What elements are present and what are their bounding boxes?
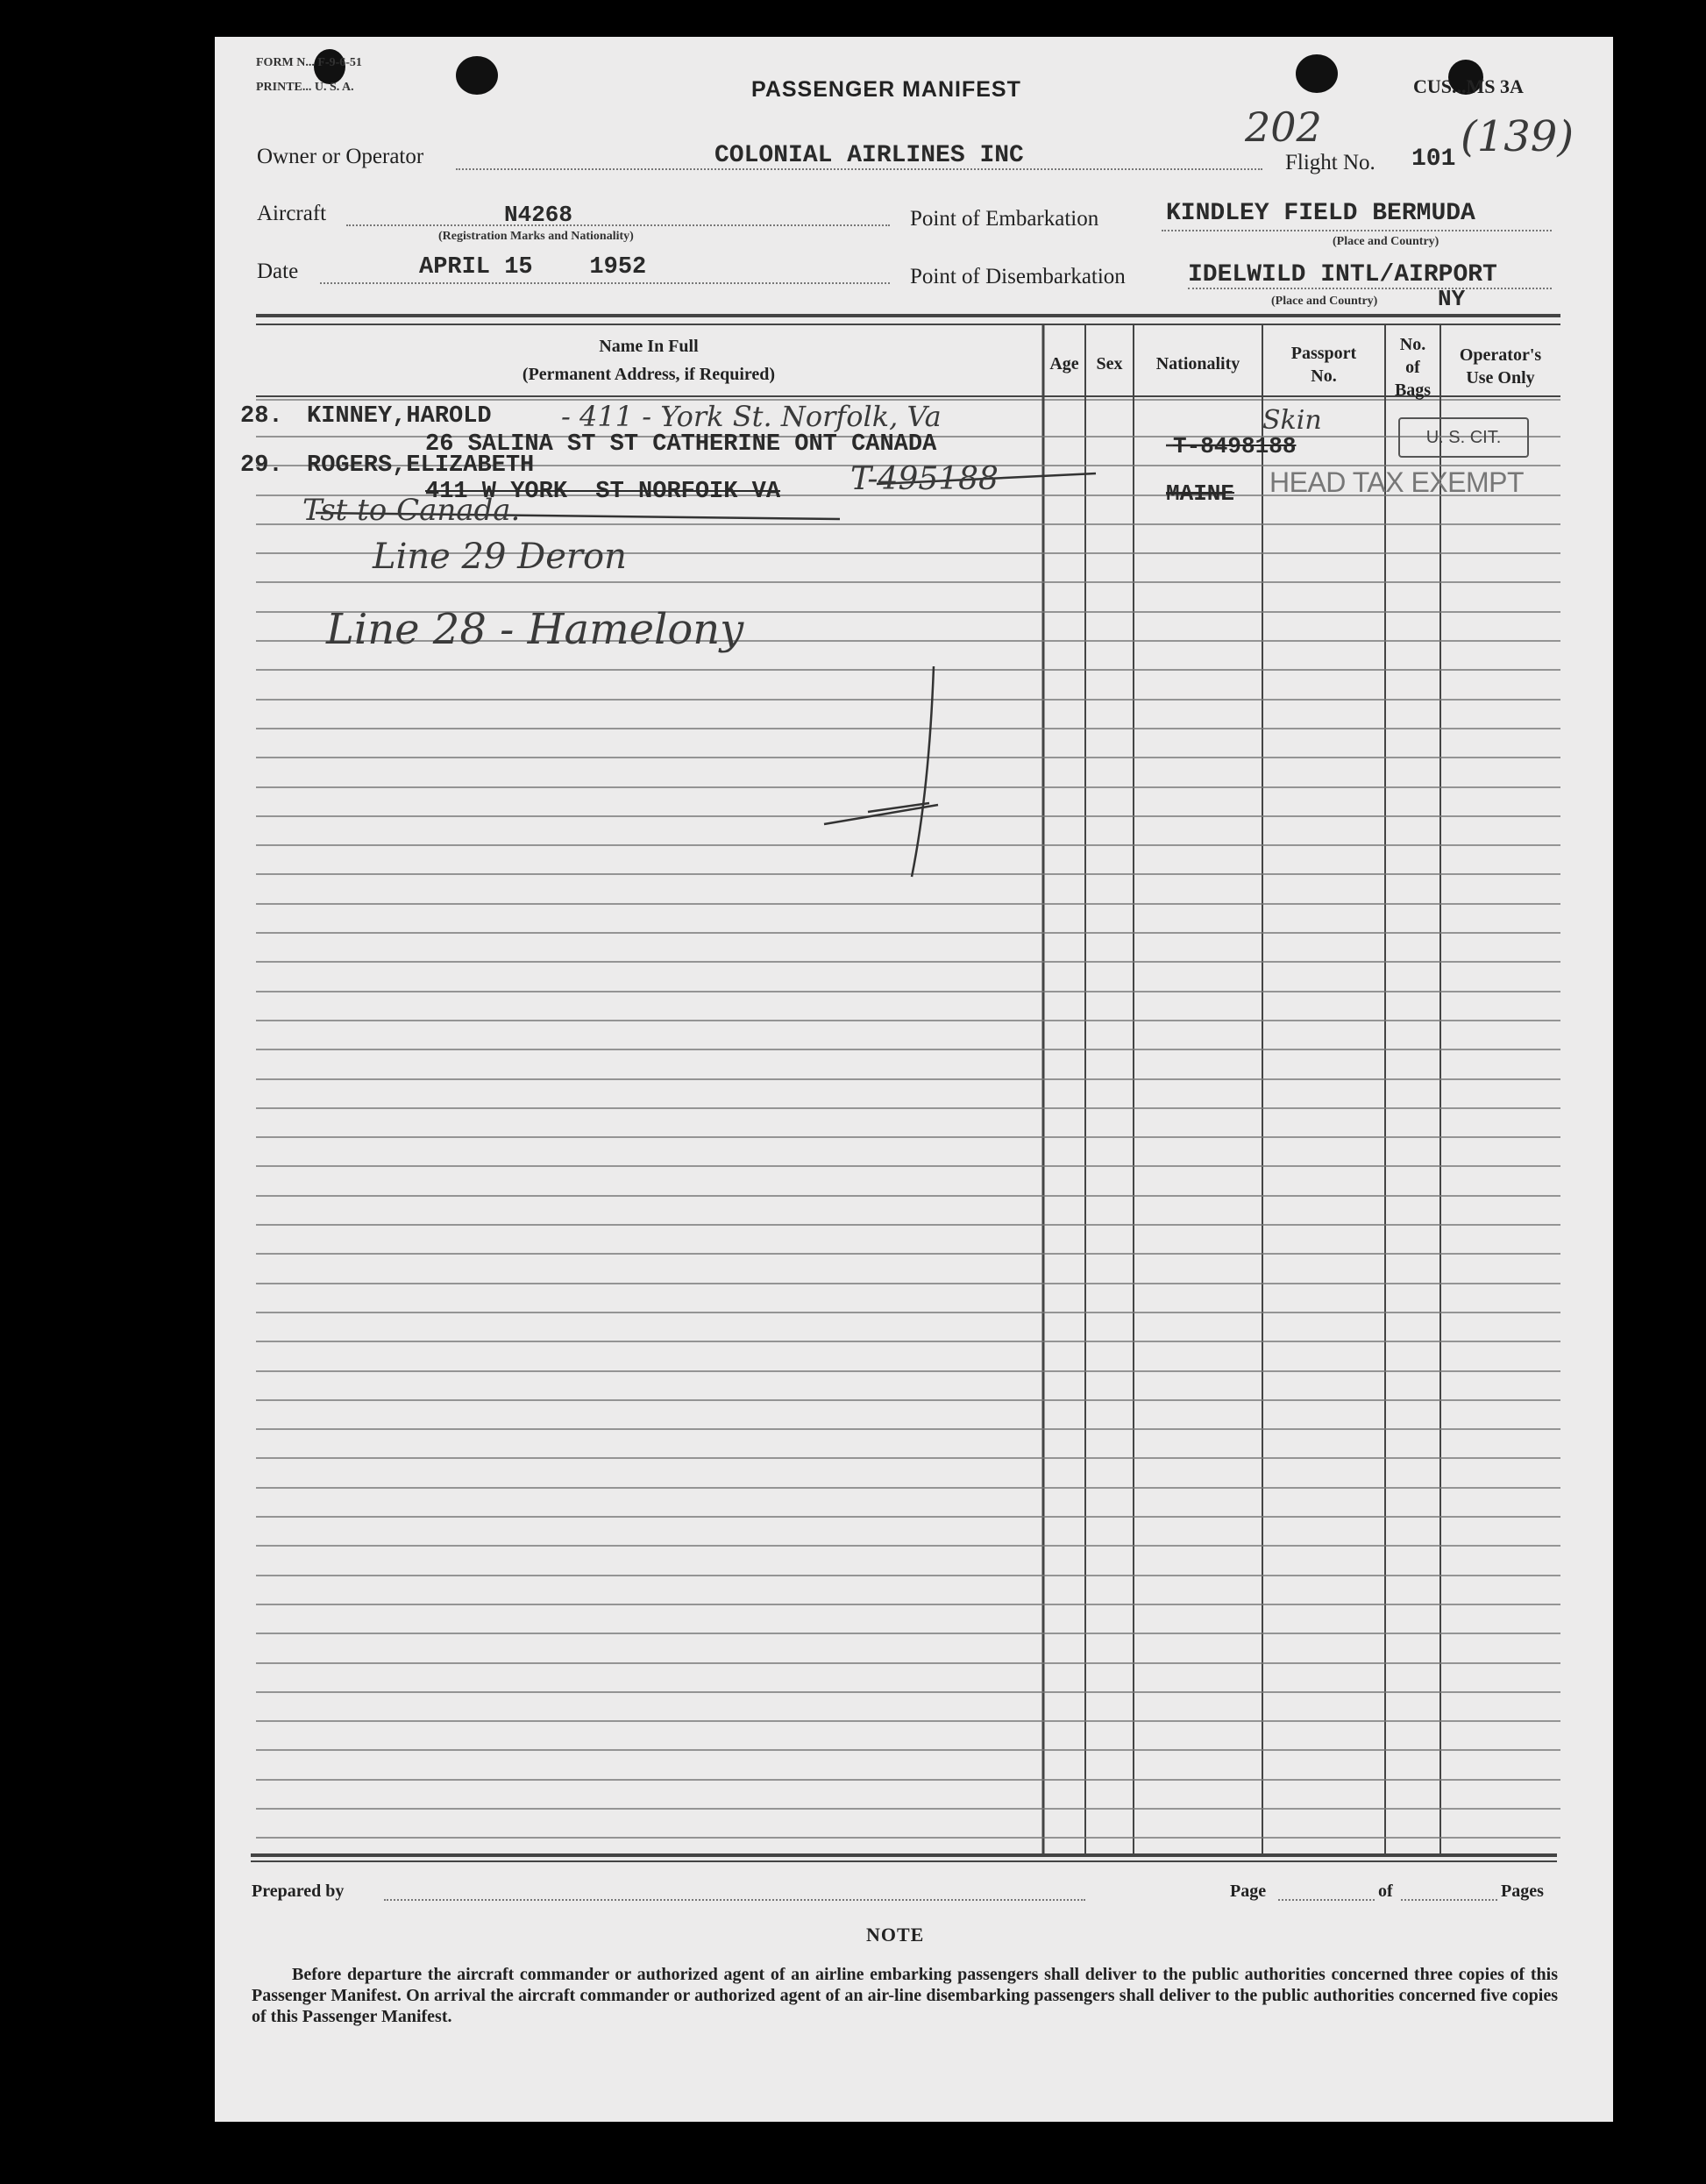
of-label: of <box>1378 1882 1393 1901</box>
disembarkation-caption: (Place and Country) <box>1271 295 1378 308</box>
line-29-annotation: Line 29 Deron <box>373 537 627 577</box>
embarkation-label: Point of Embarkation <box>910 207 1099 231</box>
aircraft-value: N4268 <box>504 202 573 228</box>
entry-29-number: 29. <box>240 452 283 479</box>
form-number: FORM N... F-9-6-51 <box>256 56 362 69</box>
note-text: Before departure the aircraft commander or authorized agent of an airline embarking passengers shall deliver to the public authorities concerned three copies of this Passenger Manifest. On arrival the aircraft commander or authorized agent of an air-line disembarking passengers shall deliver to the public authorities concerned five copies of this Passenger Manifest. <box>252 1965 1558 2026</box>
disembarkation-value: IDELWILD INTL/AIRPORT <box>1188 261 1497 288</box>
aircraft-label: Aircraft <box>257 202 327 225</box>
pages-label: Pages <box>1501 1882 1544 1901</box>
us-citizen-stamp: U. S. CIT. <box>1398 417 1529 458</box>
line-28-annotation: Line 28 - Hamelony <box>326 605 744 654</box>
flight-note-handwritten: (139) <box>1461 112 1574 161</box>
customs-form-code: CUS...MS 3A <box>1413 75 1524 97</box>
entry-28-number: 28. <box>240 403 283 430</box>
entry-28-address: 26 SALINA ST ST CATHERINE ONT CANADA <box>425 431 937 458</box>
entry-28-handwritten-address: - 411 - York St. Norfolk, Va <box>561 400 942 433</box>
entry-28-name: KINNEY,HAROLD <box>307 403 492 430</box>
entry-28-passport-handwritten: Skin <box>1262 405 1322 436</box>
owner-label: Owner or Operator <box>257 145 424 168</box>
form-title: PASSENGER MANIFEST <box>751 77 1021 102</box>
entry-29-passport-handwritten: T-495188 <box>850 461 999 497</box>
entry-29-name: ROGERS,ELIZABETH <box>307 452 535 479</box>
column-bags-header: No. of Bags <box>1394 335 1432 400</box>
entry-28-passport-struck: T-8498188 <box>1173 433 1297 459</box>
column-name-header: Name In Full (Permanent Address, if Required) <box>522 337 776 384</box>
date-label: Date <box>257 260 299 283</box>
column-nationality-header: Nationality <box>1155 354 1240 373</box>
printed-label: PRINTE... U. S. A. <box>256 81 354 94</box>
disembarkation-value-state: NY <box>1438 286 1466 312</box>
entry-29-address: 411 W YORK ST NORFOIK VA <box>425 479 781 505</box>
entry-29-nationality-struck: MAINE <box>1166 480 1235 507</box>
aircraft-caption: (Registration Marks and Nationality) <box>438 230 634 243</box>
column-sex-header: Sex <box>1096 354 1123 373</box>
page-label: Page <box>1230 1882 1267 1901</box>
column-operator-header: Operator's Use Only <box>1459 345 1542 388</box>
embarkation-value: KINDLEY FIELD BERMUDA <box>1166 200 1475 227</box>
column-passport-header: Passport No. <box>1290 344 1357 386</box>
prepared-by-label: Prepared by <box>252 1882 345 1901</box>
owner-value: COLONIAL AIRLINES INC <box>714 142 1024 169</box>
date-value: APRIL 15 1952 <box>419 254 647 281</box>
note-title: NOTE <box>866 1924 925 1946</box>
disembarkation-label: Point of Disembarkation <box>910 265 1126 288</box>
head-tax-exempt-stamp: HEAD TAX EXEMPT <box>1269 466 1525 498</box>
transit-annotation: Tst to Canada. <box>302 493 521 528</box>
page-mark-handwritten: 202 <box>1245 103 1322 151</box>
flight-value: 101 <box>1411 146 1456 173</box>
column-age-header: Age <box>1049 354 1079 373</box>
embarkation-caption: (Place and Country) <box>1333 235 1439 248</box>
flight-label: Flight No. <box>1285 151 1375 174</box>
